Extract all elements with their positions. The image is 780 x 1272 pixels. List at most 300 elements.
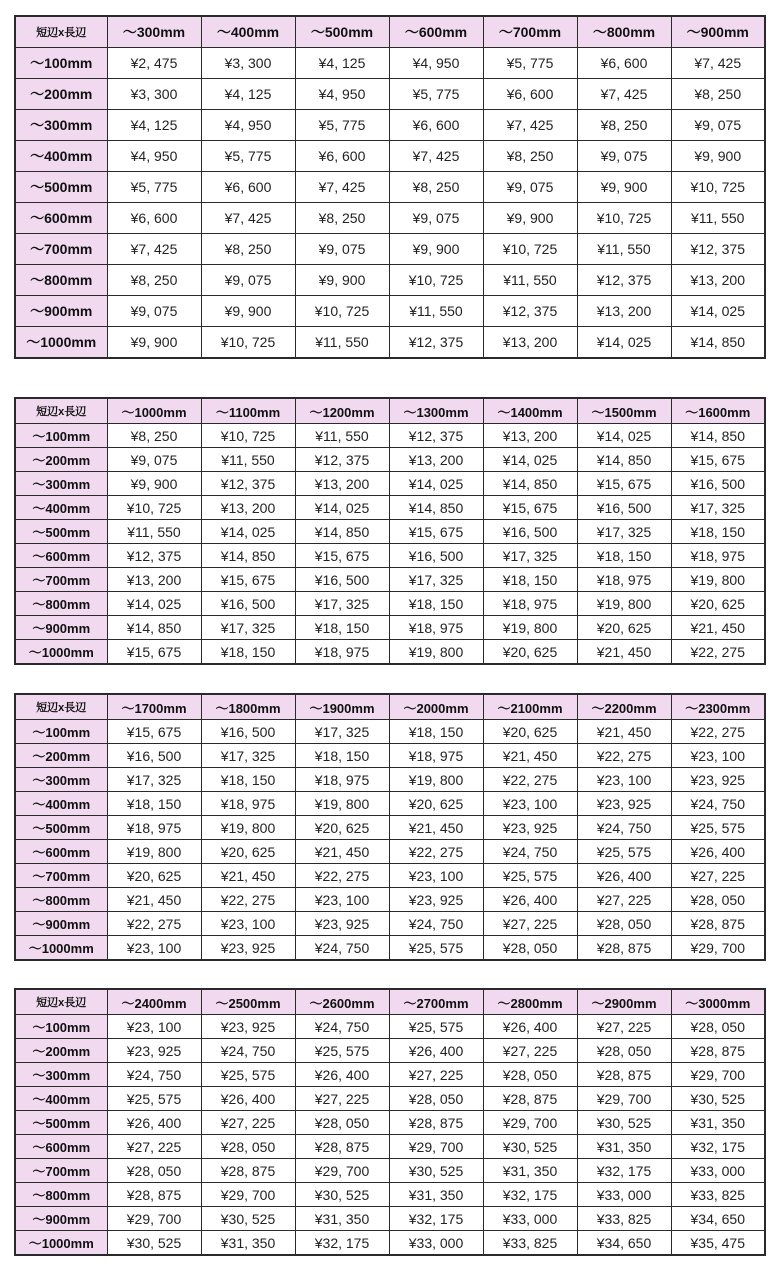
- price-cell: ¥13, 200: [577, 296, 671, 327]
- table-row: [15, 768, 765, 792]
- price-cell: ¥6, 600: [295, 141, 389, 172]
- table-row: [15, 1063, 765, 1087]
- price-cell: ¥33, 825: [483, 1231, 577, 1256]
- price-cell: ¥23, 925: [295, 912, 389, 936]
- table-row: [15, 592, 765, 616]
- price-cell: ¥14, 025: [389, 472, 483, 496]
- price-cell: ¥14, 850: [577, 448, 671, 472]
- price-cell: ¥24, 750: [577, 816, 671, 840]
- price-cell: ¥5, 775: [295, 110, 389, 141]
- price-cell: ¥8, 250: [671, 79, 765, 110]
- price-cell: ¥6, 600: [107, 203, 201, 234]
- price-cell: ¥4, 950: [389, 48, 483, 79]
- price-cell: ¥18, 975: [671, 544, 765, 568]
- table-row: [15, 864, 765, 888]
- table-row: [15, 544, 765, 568]
- column-header: ～3000mm: [671, 989, 765, 1015]
- row-header: ～200mm: [15, 744, 107, 768]
- price-cell: ¥28, 050: [295, 1111, 389, 1135]
- price-cell: ¥29, 700: [483, 1111, 577, 1135]
- price-cell: ¥25, 575: [389, 1015, 483, 1039]
- price-cell: ¥6, 600: [483, 79, 577, 110]
- price-cell: ¥19, 800: [389, 768, 483, 792]
- price-cell: ¥34, 650: [577, 1231, 671, 1256]
- price-cell: ¥17, 325: [389, 568, 483, 592]
- row-header: ～300mm: [15, 472, 107, 496]
- price-cell: ¥9, 900: [671, 141, 765, 172]
- price-cell: ¥11, 550: [577, 234, 671, 265]
- price-cell: ¥15, 675: [201, 568, 295, 592]
- price-cell: ¥23, 925: [577, 792, 671, 816]
- price-cell: ¥23, 100: [107, 936, 201, 961]
- price-cell: ¥32, 175: [483, 1183, 577, 1207]
- price-cell: ¥22, 275: [577, 744, 671, 768]
- price-cell: ¥20, 625: [671, 592, 765, 616]
- row-header: ～1000mm: [15, 936, 107, 961]
- price-cell: ¥19, 800: [107, 840, 201, 864]
- price-cell: ¥24, 750: [483, 840, 577, 864]
- row-header: ～1000mm: [15, 327, 107, 359]
- price-cell: ¥22, 275: [201, 888, 295, 912]
- price-cell: ¥29, 700: [389, 1135, 483, 1159]
- price-cell: ¥15, 675: [107, 720, 201, 744]
- price-cell: ¥28, 875: [671, 912, 765, 936]
- price-cell: ¥23, 925: [201, 936, 295, 961]
- row-header: ～600mm: [15, 840, 107, 864]
- price-cell: ¥30, 525: [107, 1231, 201, 1256]
- column-header: ～2700mm: [389, 989, 483, 1015]
- price-cell: ¥16, 500: [577, 496, 671, 520]
- price-cell: ¥18, 150: [671, 520, 765, 544]
- price-cell: ¥5, 775: [201, 141, 295, 172]
- price-cell: ¥18, 975: [389, 616, 483, 640]
- table-row: [15, 568, 765, 592]
- price-cell: ¥13, 200: [107, 568, 201, 592]
- price-cell: ¥19, 800: [295, 792, 389, 816]
- price-cell: ¥4, 950: [201, 110, 295, 141]
- price-cell: ¥26, 400: [577, 864, 671, 888]
- price-cell: ¥14, 025: [483, 448, 577, 472]
- price-cell: ¥21, 450: [201, 864, 295, 888]
- column-header: ～1100mm: [201, 398, 295, 424]
- corner-header: 短辺x長辺: [15, 989, 107, 1015]
- price-cell: ¥31, 350: [201, 1231, 295, 1256]
- table-row: [15, 1207, 765, 1231]
- price-cell: ¥27, 225: [483, 912, 577, 936]
- column-header: ～600mm: [389, 16, 483, 48]
- price-cell: ¥24, 750: [671, 792, 765, 816]
- price-cell: ¥22, 275: [483, 768, 577, 792]
- table-row: [15, 1135, 765, 1159]
- row-header: ～700mm: [15, 234, 107, 265]
- price-cell: ¥14, 850: [107, 616, 201, 640]
- table-row: [15, 1159, 765, 1183]
- price-cell: ¥18, 975: [389, 744, 483, 768]
- price-cell: ¥19, 800: [483, 616, 577, 640]
- price-cell: ¥23, 100: [483, 792, 577, 816]
- price-cell: ¥32, 175: [389, 1207, 483, 1231]
- price-cell: ¥21, 450: [389, 816, 483, 840]
- price-cell: ¥26, 400: [295, 1063, 389, 1087]
- price-cell: ¥25, 575: [577, 840, 671, 864]
- price-cell: ¥10, 725: [201, 327, 295, 359]
- price-cell: ¥23, 100: [201, 912, 295, 936]
- table-row: [15, 720, 765, 744]
- price-cell: ¥28, 050: [671, 1015, 765, 1039]
- price-cell: ¥18, 975: [295, 640, 389, 665]
- price-cell: ¥23, 925: [201, 1015, 295, 1039]
- table-row: [15, 816, 765, 840]
- price-cell: ¥28, 875: [577, 936, 671, 961]
- price-cell: ¥12, 375: [389, 327, 483, 359]
- price-cell: ¥14, 850: [389, 496, 483, 520]
- row-header: ～900mm: [15, 616, 107, 640]
- row-header: ～700mm: [15, 864, 107, 888]
- column-header: ～2600mm: [295, 989, 389, 1015]
- price-cell: ¥12, 375: [671, 234, 765, 265]
- price-cell: ¥3, 300: [201, 48, 295, 79]
- price-cell: ¥28, 050: [107, 1159, 201, 1183]
- price-cell: ¥23, 100: [389, 864, 483, 888]
- table-row: [15, 265, 765, 296]
- row-header: ～400mm: [15, 792, 107, 816]
- price-cell: ¥15, 675: [483, 496, 577, 520]
- price-cell: ¥16, 500: [295, 568, 389, 592]
- table-row: [15, 640, 765, 665]
- price-cell: ¥28, 050: [577, 1039, 671, 1063]
- price-cell: ¥22, 275: [671, 640, 765, 665]
- price-cell: ¥9, 900: [107, 472, 201, 496]
- price-cell: ¥23, 100: [671, 744, 765, 768]
- price-cell: ¥18, 150: [295, 744, 389, 768]
- row-header: ～100mm: [15, 1015, 107, 1039]
- price-table-4: [14, 988, 766, 1256]
- price-cell: ¥21, 450: [577, 720, 671, 744]
- price-cell: ¥9, 900: [295, 265, 389, 296]
- price-cell: ¥10, 725: [483, 234, 577, 265]
- price-cell: ¥6, 600: [201, 172, 295, 203]
- price-cell: ¥19, 800: [389, 640, 483, 665]
- price-cell: ¥14, 850: [201, 544, 295, 568]
- price-cell: ¥18, 150: [201, 768, 295, 792]
- price-cell: ¥24, 750: [201, 1039, 295, 1063]
- price-cell: ¥27, 225: [577, 1015, 671, 1039]
- price-cell: ¥21, 450: [577, 640, 671, 665]
- price-cell: ¥4, 950: [295, 79, 389, 110]
- price-cell: ¥18, 150: [295, 616, 389, 640]
- price-cell: ¥11, 550: [671, 203, 765, 234]
- column-header: ～1300mm: [389, 398, 483, 424]
- price-cell: ¥10, 725: [389, 265, 483, 296]
- price-cell: ¥20, 625: [483, 720, 577, 744]
- price-cell: ¥30, 525: [389, 1159, 483, 1183]
- price-cell: ¥7, 425: [107, 234, 201, 265]
- row-header: ～800mm: [15, 265, 107, 296]
- row-header: ～300mm: [15, 110, 107, 141]
- table-row: [15, 616, 765, 640]
- price-cell: ¥11, 550: [107, 520, 201, 544]
- price-cell: ¥25, 575: [483, 864, 577, 888]
- price-cell: ¥13, 200: [201, 496, 295, 520]
- price-cell: ¥14, 850: [295, 520, 389, 544]
- price-cell: ¥10, 725: [107, 496, 201, 520]
- table-row: [15, 296, 765, 327]
- price-cell: ¥9, 075: [483, 172, 577, 203]
- price-cell: ¥9, 075: [577, 141, 671, 172]
- price-cell: ¥27, 225: [389, 1063, 483, 1087]
- column-header: ～400mm: [201, 16, 295, 48]
- price-cell: ¥28, 875: [671, 1039, 765, 1063]
- corner-header: 短辺x長辺: [15, 694, 107, 720]
- price-cell: ¥19, 800: [671, 568, 765, 592]
- price-cell: ¥29, 700: [671, 936, 765, 961]
- table-row: [15, 1087, 765, 1111]
- price-cell: ¥28, 050: [671, 888, 765, 912]
- price-cell: ¥8, 250: [577, 110, 671, 141]
- price-cell: ¥21, 450: [295, 840, 389, 864]
- price-cell: ¥9, 075: [201, 265, 295, 296]
- column-header: ～500mm: [295, 16, 389, 48]
- price-cell: ¥26, 400: [389, 1039, 483, 1063]
- price-cell: ¥14, 850: [671, 327, 765, 359]
- table-row: [15, 327, 765, 359]
- price-cell: ¥33, 825: [671, 1183, 765, 1207]
- row-header: ～700mm: [15, 1159, 107, 1183]
- column-header: ～1900mm: [295, 694, 389, 720]
- price-cell: ¥20, 625: [201, 840, 295, 864]
- price-cell: ¥33, 000: [483, 1207, 577, 1231]
- price-cell: ¥9, 900: [201, 296, 295, 327]
- price-cell: ¥8, 250: [295, 203, 389, 234]
- price-cell: ¥27, 225: [483, 1039, 577, 1063]
- table-row: [15, 1111, 765, 1135]
- price-cell: ¥13, 200: [483, 424, 577, 448]
- price-cell: ¥13, 200: [389, 448, 483, 472]
- price-cell: ¥11, 550: [295, 424, 389, 448]
- header-row: [15, 16, 765, 48]
- price-cell: ¥9, 075: [295, 234, 389, 265]
- price-cell: ¥9, 900: [483, 203, 577, 234]
- price-cell: ¥16, 500: [671, 472, 765, 496]
- table-row: [15, 424, 765, 448]
- price-cell: ¥30, 525: [295, 1183, 389, 1207]
- price-cell: ¥30, 525: [483, 1135, 577, 1159]
- table-row: [15, 792, 765, 816]
- column-header: ～1000mm: [107, 398, 201, 424]
- row-header: ～800mm: [15, 888, 107, 912]
- price-cell: ¥14, 025: [577, 424, 671, 448]
- price-cell: ¥15, 675: [107, 640, 201, 665]
- price-cell: ¥8, 250: [201, 234, 295, 265]
- price-cell: ¥15, 675: [295, 544, 389, 568]
- price-cell: ¥16, 500: [201, 720, 295, 744]
- price-cell: ¥22, 275: [389, 840, 483, 864]
- price-cell: ¥31, 350: [671, 1111, 765, 1135]
- price-cell: ¥14, 025: [295, 496, 389, 520]
- price-cell: ¥9, 075: [389, 203, 483, 234]
- row-header: ～400mm: [15, 1087, 107, 1111]
- table-row: [15, 203, 765, 234]
- table-row: [15, 79, 765, 110]
- column-header: ～2400mm: [107, 989, 201, 1015]
- price-cell: ¥23, 100: [577, 768, 671, 792]
- price-cell: ¥14, 025: [671, 296, 765, 327]
- row-header: ～500mm: [15, 816, 107, 840]
- price-table-2: [14, 397, 766, 665]
- price-cell: ¥28, 050: [483, 1063, 577, 1087]
- price-cell: ¥17, 325: [201, 616, 295, 640]
- price-cell: ¥17, 325: [295, 592, 389, 616]
- price-cell: ¥11, 550: [295, 327, 389, 359]
- table-row: [15, 1183, 765, 1207]
- price-cell: ¥12, 375: [577, 265, 671, 296]
- price-cell: ¥12, 375: [483, 296, 577, 327]
- price-cell: ¥16, 500: [201, 592, 295, 616]
- price-cell: ¥13, 200: [295, 472, 389, 496]
- table-row: [15, 496, 765, 520]
- price-cell: ¥33, 000: [577, 1183, 671, 1207]
- price-cell: ¥35, 475: [671, 1231, 765, 1256]
- price-cell: ¥14, 025: [107, 592, 201, 616]
- price-cell: ¥31, 350: [389, 1183, 483, 1207]
- price-cell: ¥28, 050: [483, 936, 577, 961]
- header-row: [15, 694, 765, 720]
- price-cell: ¥5, 775: [107, 172, 201, 203]
- price-cell: ¥28, 875: [107, 1183, 201, 1207]
- table-row: [15, 141, 765, 172]
- price-table-3: [14, 693, 766, 961]
- price-cell: ¥9, 900: [107, 327, 201, 359]
- price-cell: ¥29, 700: [671, 1063, 765, 1087]
- table-row: [15, 1015, 765, 1039]
- price-cell: ¥17, 325: [107, 768, 201, 792]
- price-cell: ¥7, 425: [295, 172, 389, 203]
- column-header: ～700mm: [483, 16, 577, 48]
- price-cell: ¥25, 575: [671, 816, 765, 840]
- price-cell: ¥8, 250: [483, 141, 577, 172]
- price-cell: ¥17, 325: [483, 544, 577, 568]
- price-cell: ¥30, 525: [201, 1207, 295, 1231]
- table-row: [15, 912, 765, 936]
- row-header: ～700mm: [15, 568, 107, 592]
- price-cell: ¥25, 575: [201, 1063, 295, 1087]
- price-cell: ¥4, 125: [295, 48, 389, 79]
- price-cell: ¥22, 275: [295, 864, 389, 888]
- price-cell: ¥8, 250: [107, 424, 201, 448]
- price-cell: ¥4, 950: [107, 141, 201, 172]
- price-cell: ¥15, 675: [577, 472, 671, 496]
- price-cell: ¥2, 475: [107, 48, 201, 79]
- price-cell: ¥27, 225: [201, 1111, 295, 1135]
- price-cell: ¥21, 450: [107, 888, 201, 912]
- price-cell: ¥9, 900: [389, 234, 483, 265]
- price-cell: ¥17, 325: [201, 744, 295, 768]
- table-row: [15, 172, 765, 203]
- price-cell: ¥30, 525: [577, 1111, 671, 1135]
- row-header: ～300mm: [15, 768, 107, 792]
- column-header: ～2300mm: [671, 694, 765, 720]
- price-cell: ¥23, 925: [671, 768, 765, 792]
- table-row: [15, 1039, 765, 1063]
- price-cell: ¥28, 875: [295, 1135, 389, 1159]
- price-cell: ¥28, 875: [483, 1087, 577, 1111]
- price-cell: ¥26, 400: [483, 1015, 577, 1039]
- table-row: [15, 448, 765, 472]
- price-cell: ¥31, 350: [295, 1207, 389, 1231]
- price-cell: ¥28, 875: [201, 1159, 295, 1183]
- price-cell: ¥26, 400: [201, 1087, 295, 1111]
- table-row: [15, 888, 765, 912]
- price-cell: ¥18, 975: [577, 568, 671, 592]
- price-cell: ¥15, 675: [671, 448, 765, 472]
- price-cell: ¥26, 400: [107, 1111, 201, 1135]
- price-cell: ¥10, 725: [671, 172, 765, 203]
- price-cell: ¥10, 725: [295, 296, 389, 327]
- price-cell: ¥18, 150: [389, 720, 483, 744]
- price-cell: ¥27, 225: [671, 864, 765, 888]
- row-header: ～600mm: [15, 1135, 107, 1159]
- row-header: ～100mm: [15, 424, 107, 448]
- column-header: ～900mm: [671, 16, 765, 48]
- price-cell: ¥10, 725: [577, 203, 671, 234]
- price-cell: ¥29, 700: [577, 1087, 671, 1111]
- price-cell: ¥29, 700: [295, 1159, 389, 1183]
- price-cell: ¥18, 150: [389, 592, 483, 616]
- price-cell: ¥18, 150: [577, 544, 671, 568]
- price-cell: ¥30, 525: [671, 1087, 765, 1111]
- price-cell: ¥23, 100: [107, 1015, 201, 1039]
- price-cell: ¥32, 175: [671, 1135, 765, 1159]
- price-cell: ¥27, 225: [107, 1135, 201, 1159]
- price-cell: ¥33, 825: [577, 1207, 671, 1231]
- column-header: ～1500mm: [577, 398, 671, 424]
- price-cell: ¥18, 975: [483, 592, 577, 616]
- corner-header: 短辺x長辺: [15, 16, 107, 48]
- price-cell: ¥12, 375: [295, 448, 389, 472]
- row-header: ～600mm: [15, 544, 107, 568]
- price-cell: ¥20, 625: [483, 640, 577, 665]
- price-cell: ¥23, 925: [389, 888, 483, 912]
- row-header: ～900mm: [15, 296, 107, 327]
- price-cell: ¥20, 625: [389, 792, 483, 816]
- column-header: ～2900mm: [577, 989, 671, 1015]
- price-cell: ¥28, 050: [389, 1087, 483, 1111]
- table-row: [15, 840, 765, 864]
- price-cell: ¥11, 550: [389, 296, 483, 327]
- price-cell: ¥5, 775: [389, 79, 483, 110]
- price-cell: ¥34, 650: [671, 1207, 765, 1231]
- price-cell: ¥18, 150: [201, 640, 295, 665]
- price-cell: ¥20, 625: [577, 616, 671, 640]
- price-cell: ¥8, 250: [107, 265, 201, 296]
- row-header: ～800mm: [15, 592, 107, 616]
- price-cell: ¥14, 850: [483, 472, 577, 496]
- row-header: ～300mm: [15, 1063, 107, 1087]
- table-row: [15, 520, 765, 544]
- row-header: ～500mm: [15, 172, 107, 203]
- price-cell: ¥29, 700: [107, 1207, 201, 1231]
- price-cell: ¥6, 600: [577, 48, 671, 79]
- price-cell: ¥32, 175: [295, 1231, 389, 1256]
- price-cell: ¥7, 425: [201, 203, 295, 234]
- price-cell: ¥19, 800: [577, 592, 671, 616]
- header-row: [15, 398, 765, 424]
- price-cell: ¥25, 575: [295, 1039, 389, 1063]
- column-header: ～2800mm: [483, 989, 577, 1015]
- column-header: ～1400mm: [483, 398, 577, 424]
- price-cell: ¥13, 200: [483, 327, 577, 359]
- price-cell: ¥21, 450: [671, 616, 765, 640]
